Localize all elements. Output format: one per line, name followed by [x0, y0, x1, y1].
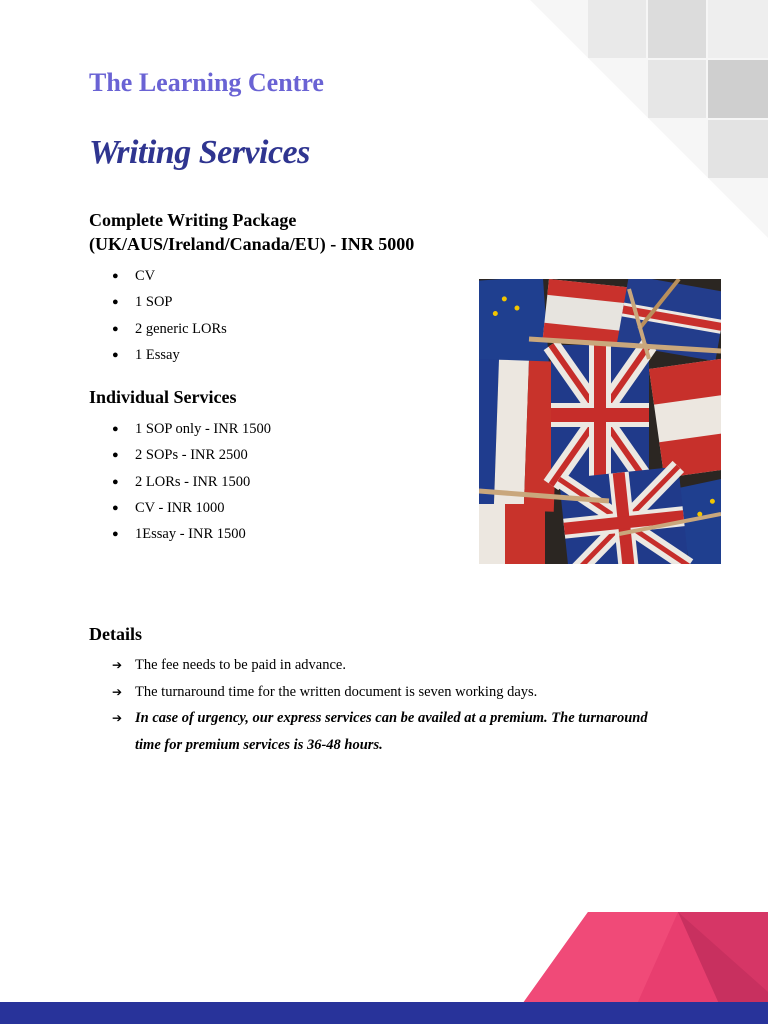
bullet-dot-icon: ● [112, 449, 119, 462]
bullet-dot-icon: ● [112, 423, 119, 435]
list-item: ➔ The fee needs to be paid in advance. [112, 652, 672, 679]
flags-photo [479, 279, 721, 564]
bullet-dot-icon: ● [112, 348, 119, 361]
list-item: ➔ In case of urgency, our express services can be availed at a premium. The turnaround time for premium services is 36-48 hours. [112, 705, 672, 758]
org-name: The Learning Centre [89, 68, 324, 97]
bullet-dot-icon: ● [112, 322, 119, 335]
list-item: ➔ The turnaround time for the written document is seven working days. [112, 679, 672, 706]
complete-package-heading-line2: (UK/AUS/Ireland/Canada/EU) - INR 5000 [89, 234, 415, 254]
list-item: ● CV - INR 1000 [112, 495, 271, 521]
complete-package-list [112, 263, 227, 368]
right-arrow-icon: ➔ [112, 711, 123, 725]
individual-services-list [112, 416, 271, 547]
bullet-dot-icon: ● [112, 296, 119, 309]
bullet-dot-icon: ● [112, 475, 119, 488]
complete-package-heading-line1: Complete Writing Package [89, 210, 297, 230]
complete-package-heading [89, 208, 414, 256]
bullet-dot-icon: ● [112, 528, 119, 541]
bullet-dot-icon: ● [112, 270, 119, 282]
list-item: ● 1Essay - INR 1500 [112, 521, 271, 547]
list-item: ● 1 SOP [112, 289, 227, 315]
bottom-bar [0, 1002, 768, 1024]
list-item: ● 1 Essay [112, 342, 227, 368]
list-item: ● 1 SOP only - INR 1500 [112, 416, 271, 442]
details-heading: Details [89, 624, 142, 644]
decorative-squares-top [528, 0, 768, 240]
list-item: ● CV [112, 263, 227, 289]
individual-services-heading: Individual Services [89, 387, 237, 407]
list-item: ● 2 SOPs - INR 2500 [112, 442, 271, 468]
details-list [112, 652, 672, 758]
list-item: ● 2 generic LORs [112, 316, 227, 342]
right-arrow-icon: ➔ [112, 658, 123, 672]
list-item: ● 2 LORs - INR 1500 [112, 469, 271, 495]
bullet-dot-icon: ● [112, 501, 119, 514]
page-title: Writing Services [89, 134, 310, 171]
right-arrow-icon: ➔ [112, 684, 123, 699]
